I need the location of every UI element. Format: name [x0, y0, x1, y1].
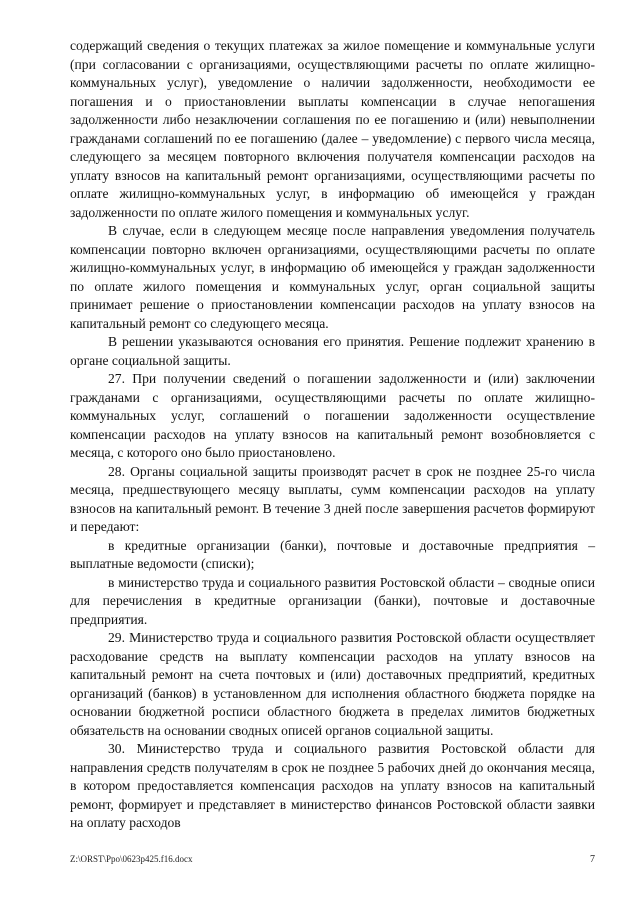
- page-number: 7: [590, 854, 595, 865]
- paragraph-item-28-banks: в кредитные организации (банки), почтовые и доставочные предприятия – выплатные ведомости (списки);: [70, 537, 595, 571]
- paragraph-item-28: 28. Органы социальной защиты производят расчет в срок не позднее 25-го числа месяца, предшествующего месяцу выплаты, сумм компенсации расходов на уплату взносов на капитальный ремонт. В течение 3 дней после завершения расчетов формируют и передают:: [70, 463, 595, 534]
- document-body: [70, 37, 595, 833]
- file-path: Z:\ORST\Ppo\0623p425.f16.docx: [70, 854, 193, 864]
- paragraph-notification-case: В случае, если в следующем месяце после направления уведомления получатель компенсации повторно включен организациями, осуществляющими расчеты по оплате жилищно-коммунальных услуг, в информацию об имеющейся у граждан задолженности по оплате жилого помещения и коммунальных услуг, орган социальной защиты принимает решение о приостановлении компенсации расходов на уплату взносов на капитальный ремонт со следующего месяца.: [70, 223, 595, 331]
- paragraph-item-30: 30. Министерство труда и социального развития Ростовской области для направления средств получателям в срок не позднее 5 рабочих дней до окончания месяца, в котором предоставляется компенсация расходов на уплату взносов на капитальный ремонт, формирует и представляет в министерство финансов Ростовской области заявки на оплату расходов: [70, 741, 595, 830]
- paragraph-decision-grounds: В решении указываются основания его принятия. Решение подлежит хранению в органе социальной защиты.: [70, 334, 595, 368]
- paragraph-item-28-ministry: в министерство труда и социального развития Ростовской области – сводные описи для перечисления в кредитные организации (банки), почтовые и доставочные предприятия.: [70, 574, 595, 627]
- paragraph-item-27: 27. При получении сведений о погашении задолженности и (или) заключении гражданами с организациями, осуществляющими расчеты по оплате жилищно-коммунальных услуг, соглашений о погашении задолженности осуществление компенсации расходов на уплату взносов на капитальный ремонт возобновляется с месяца, с которого оно было приостановлено.: [70, 371, 595, 460]
- paragraph-continuation: содержащий сведения о текущих платежах за жилое помещение и коммунальные услуги (при согласовании с организациями, осуществляющими расчеты по оплате жилищно-коммунальных услуг), уведомление о наличии задолженности, необходимости ее погашения и о приостановлении выплаты компенсации в случае непогашения задолженности либо незаключении соглашения по ее погашению и (или) невыполнении гражданами соглашений по ее погашению (далее – уведомление) с первого числа месяца, следующего за месяцем повторного включения получателя компенсации расходов на уплату взносов на капитальный ремонт организациями, осуществляющими расчеты по оплате жилищно-коммунальных услуг, в информацию об имеющейся у граждан задолженности по оплате жилого помещения и коммунальных услуг.: [70, 38, 595, 220]
- paragraph-item-29: 29. Министерство труда и социального развития Ростовской области осуществляет расходование средств на выплату компенсации расходов на уплату взносов на капитальный ремонт на счета почтовых и (или) доставочных предприятий, кредитных организаций (банков) в установленном для исполнения областного бюджета порядке на основании бюджетной росписи областного бюджета в пределах лимитов бюджетных обязательств на основании сводных описей органов социальной защиты.: [70, 630, 595, 738]
